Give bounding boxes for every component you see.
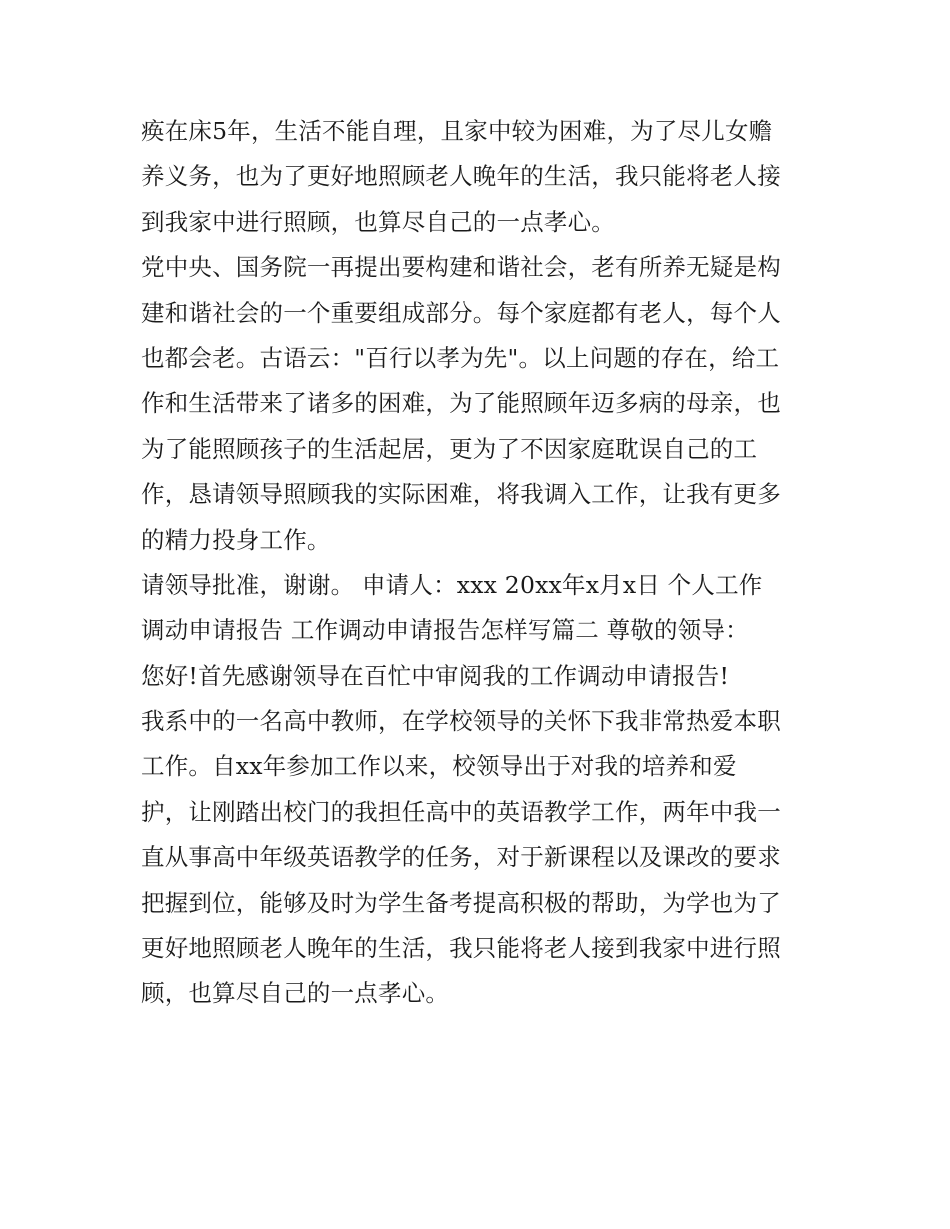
text-line: 养义务，也为了更好地照顾老人晚年的生活，我只能将老人接 [141,162,781,191]
text-line: 直从事高中年级英语教学的任务，对于新课程以及课改的要求 [141,843,781,872]
text-line: 痪在床5年，生活不能自理，且家中较为困难，为了尽儿女赡 [141,117,773,145]
document-body [141,109,821,1017]
text-line: 把握到位，能够及时为学生备考提高积极的帮助，为学也为了 [141,888,781,917]
text-line: 您好!首先感谢领导在百忙中审阅我的工作调动申请报告! [141,661,730,690]
text-line: 作和生活带来了诸多的困难，为了能照顾年迈多病的母亲，也 [141,389,781,418]
text-line: 工作。自xx年参加工作以来，校领导出于对我的培养和爱 [141,752,737,781]
text-line: 党中央、国务院一再提出要构建和谐社会，老有所养无疑是构 [141,253,781,282]
text-line: 我系中的一名高中教师，在学校领导的关怀下我非常热爱本职 [141,707,781,736]
text-line: 作，恳请领导照顾我的实际困难，将我调入工作，让我有更多 [141,480,781,509]
text-line: 的精力投身工作。 [141,525,331,554]
text-line: 顾，也算尽自己的一点孝心。 [141,979,450,1008]
text-line: 请领导批准，谢谢。 申请人：xxx 20xx年x月x日 个人工作 [141,570,763,599]
text-line: 也都会老。古语云："百行以孝为先"。以上问题的存在，给工 [141,343,780,372]
text-line: 为了能照顾孩子的生活起居，更为了不因家庭耽误自己的工 [141,434,758,463]
text-line: 建和谐社会的一个重要组成部分。每个家庭都有老人，每个人 [141,298,781,327]
text-line: 护，让刚踏出校门的我担任高中的英语教学工作，两年中我一 [141,797,781,826]
text-line: 到我家中进行照顾，也算尽自己的一点孝心。 [141,207,615,236]
text-line: 更好地照顾老人晚年的生活，我只能将老人接到我家中进行照 [141,934,781,963]
text-line: 调动申请报告 工作调动申请报告怎样写篇二 尊敬的领导： [141,616,749,645]
